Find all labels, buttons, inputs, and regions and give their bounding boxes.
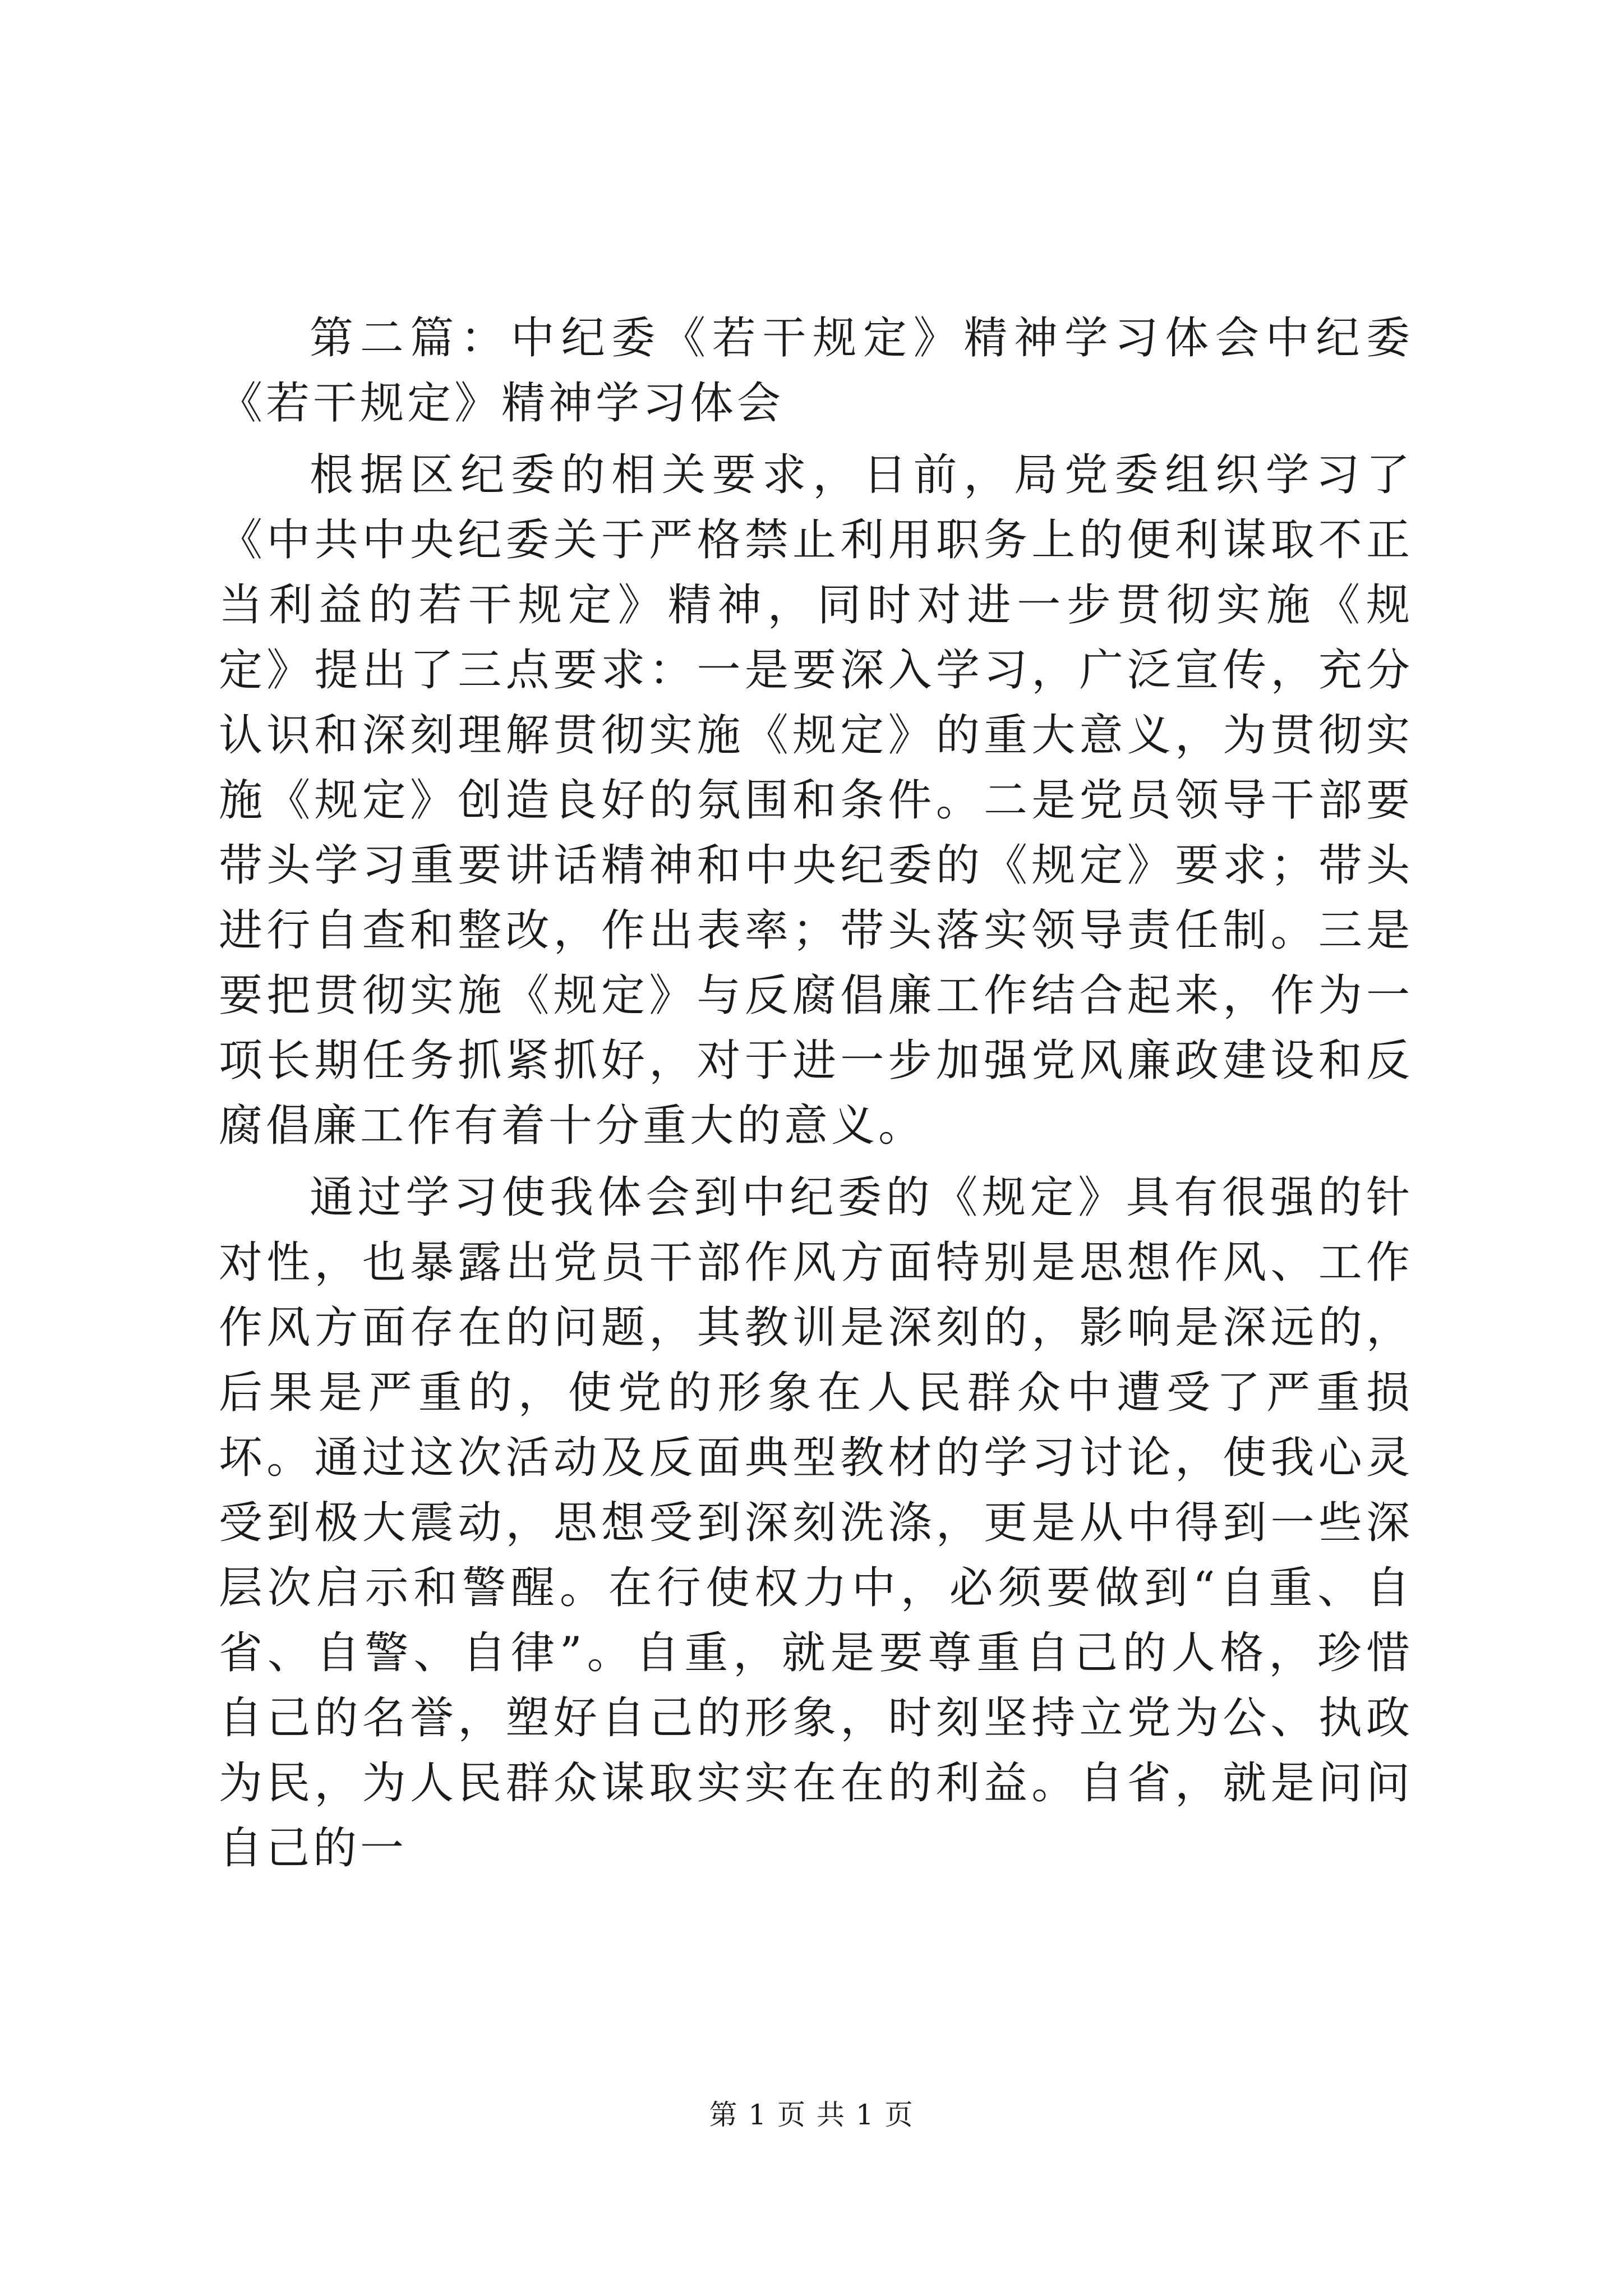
paragraph-reflection: 通过学习使我体会到中纪委的《规定》具有很强的针对性，也暴露出党员干部作风方面特别是思想作风、工作作风方面存在的问题，其教训是深刻的，影响是深远的，后果是严重的，使党的形象在人民群众中遭受了严重损坏。通过这次活动及反面典型教材的学习讨论，使我心灵受到极大震动，思想受到深刻洗涤，更是从中得到一些深层次启示和警醒。在行使权力中，必须要做到“自重、自省、自警、自律”。自重，就是要尊重自己的人格，珍惜自己的名誉，塑好自己的形象，时刻坚持立党为公、执政为民，为人民群众谋取实实在在的利益。自省，就是问问自己的一 [219, 1172, 1413, 1874]
paragraph-title: 第二篇：中纪委《若干规定》精神学习体会中纪委《若干规定》精神学习体会 [219, 313, 1413, 429]
document-body [219, 306, 1413, 1881]
page-footer: 第 1 页 共 1 页 [709, 2099, 914, 2131]
paragraph-requirements: 根据区纪委的相关要求，日前，局党委组织学习了《中共中央纪委关于严格禁止利用职务上的便利谋取不正当利益的若干规定》精神，同时对进一步贯彻实施《规定》提出了三点要求：一是要深入学习，广泛宣传，充分认识和深刻理解贯彻实施《规定》的重大意义，为贯彻实施《规定》创造良好的氛围和条件。二是党员领导干部要带头学习重要讲话精神和中央纪委的《规定》要求；带头进行自查和整改，作出表率；带头落实领导责任制。三是要把贯彻实施《规定》与反腐倡廉工作结合起来，作为一项长期任务抓紧抓好，对于进一步加强党风廉政建设和反腐倡廉工作有着十分重大的意义。 [219, 450, 1413, 1151]
